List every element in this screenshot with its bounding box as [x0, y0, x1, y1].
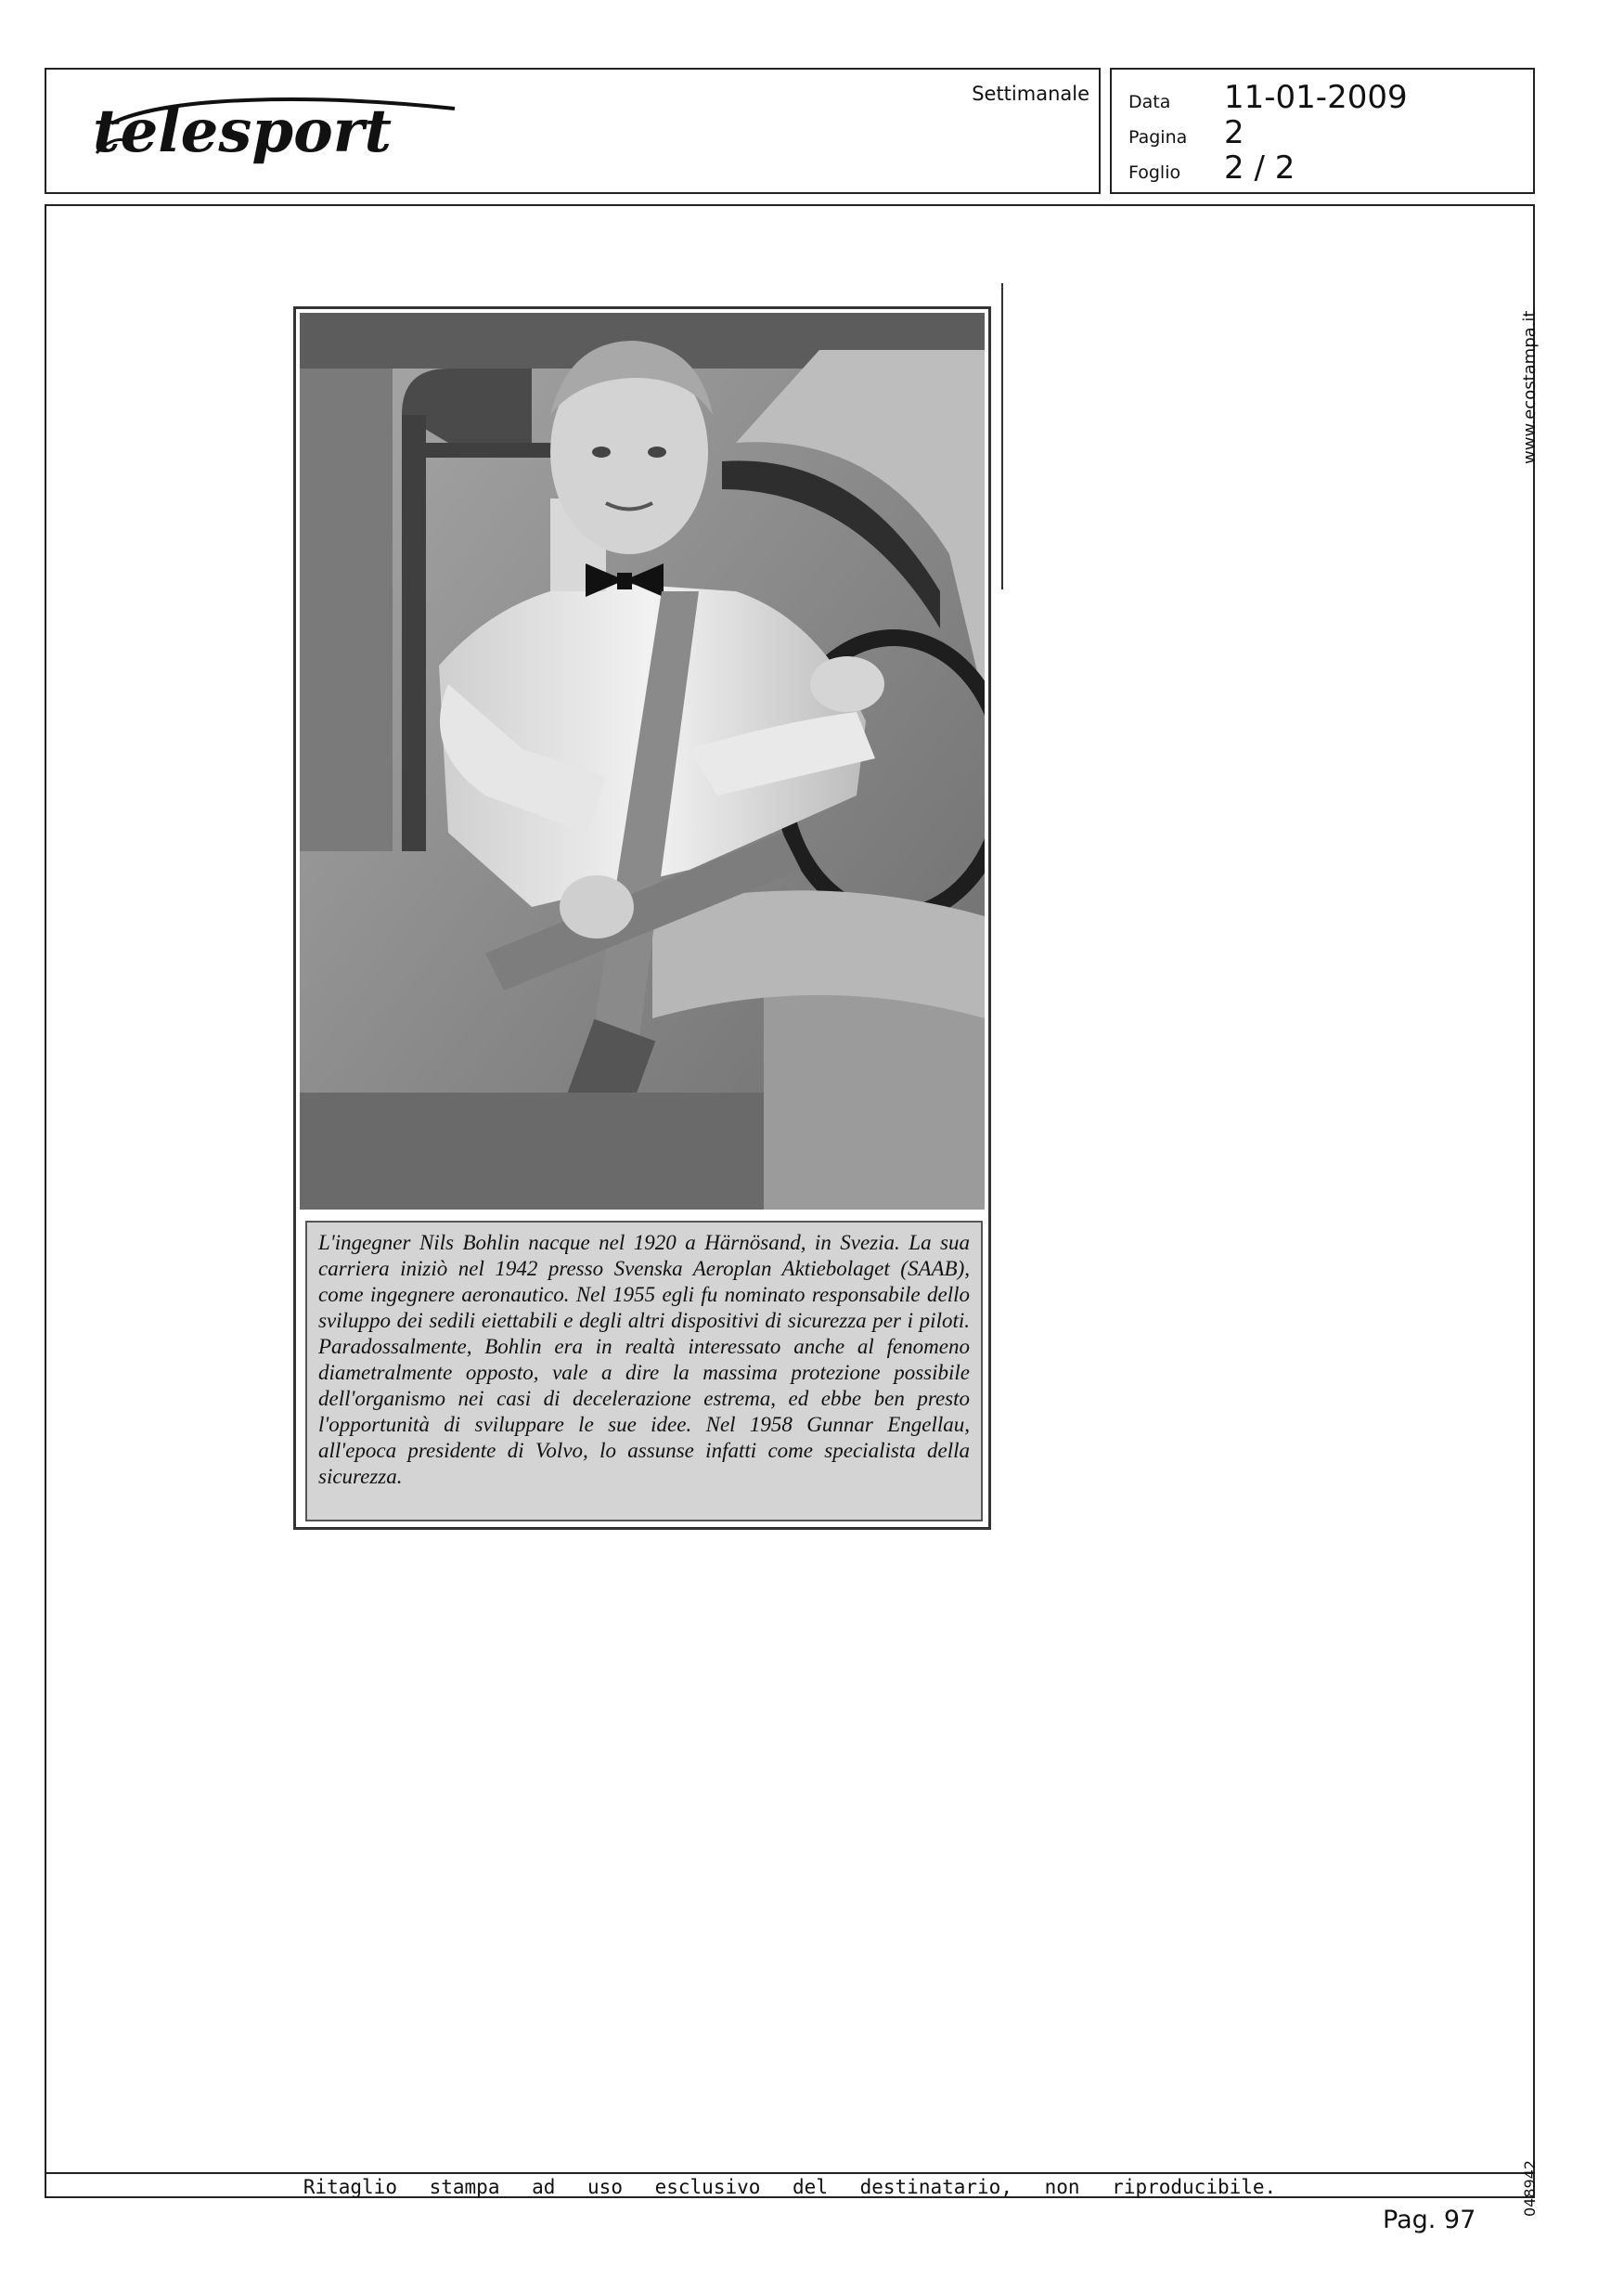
footer-divider [46, 2172, 1533, 2174]
header-meta-box [1110, 68, 1535, 194]
meta-date-row [1128, 79, 1408, 116]
meta-sheet-row [1128, 149, 1295, 187]
telesport-logo [84, 86, 473, 179]
meta-sheet-value: 2 / 2 [1224, 149, 1295, 187]
page-number: Pag. 97 [1383, 2206, 1476, 2234]
publication-frequency: Settimanale [972, 83, 1089, 105]
photo-illustration [300, 313, 985, 1210]
meta-date-value: 11-01-2009 [1224, 79, 1408, 116]
column-rule [1001, 283, 1003, 589]
meta-page-label: Pagina [1128, 127, 1188, 148]
website-margin-label: www.ecostampa.it [1520, 310, 1540, 464]
meta-page-row [1128, 114, 1244, 151]
header-masthead-box [45, 68, 1101, 194]
meta-page-value: 2 [1224, 114, 1244, 151]
photo-caption: L'ingegner Nils Bohlin nacque nel 1920 a Härnösand, in Svezia. La sua carriera iniziò nel 1942 presso Svenska Aeroplan Aktiebolaget (SAAB), come ingegnere aeronautico. Nel 1955 egli fu nominato responsabile dello sviluppo dei sedili eiettabili e degli altri dispositivi di sicurezza per i piloti. Paradossalmente, Bohlin era in realtà interessato anche al fenomeno diametralmente opposto, vale a dire la massima protezione possibile dell'organismo nei casi di decelerazione estrema, ed ebbe ben presto l'opportunità di sviluppare le sue idee. Nel 1958 Gunnar Engellau, all'epoca presidente di Volvo, lo assunse infatti come specialista della sicurezza. [305, 1221, 983, 1521]
footer-notice: Ritaglio stampa ad uso esclusivo del destinatario, non riproducibile. [303, 2176, 1277, 2198]
meta-date-label: Data [1128, 92, 1171, 112]
document-code-label: 048942 [1521, 2159, 1539, 2217]
meta-sheet-label: Foglio [1128, 162, 1181, 183]
article-photo [300, 313, 985, 1210]
svg-text:telesport: telesport [93, 97, 393, 166]
article-clipping [293, 306, 991, 1530]
